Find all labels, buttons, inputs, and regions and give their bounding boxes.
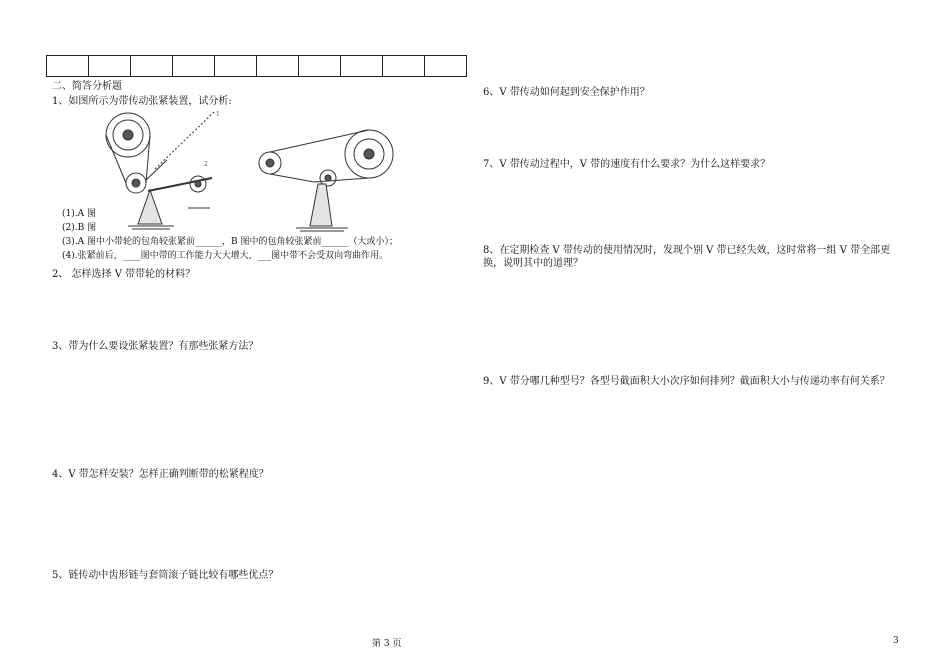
section-title: 二、简答分析题 xyxy=(52,81,122,92)
page-label: 第 3 页 xyxy=(372,639,402,649)
svg-text:2: 2 xyxy=(204,161,208,168)
score-cell[interactable] xyxy=(383,56,425,77)
question-1-sub-4: (4).张紧前后，____图中带的工作能力大大增大，___图中带不会受双向弯曲作用。 xyxy=(62,251,389,261)
score-cell[interactable] xyxy=(425,56,467,77)
score-cell[interactable] xyxy=(257,56,299,77)
question-3: 3、带为什么要设张紧装置？有那些张紧方法？ xyxy=(52,341,259,352)
question-1-sub-3: (3).A 图中小带轮的包角较张紧前______，B 图中的包角较张紧前______（大或小）； xyxy=(62,237,398,247)
question-8: 8、在定期检查 V 带传动的使用情况时，发现个别 V 带已经失效，这时常将一组 V 带全部更换，说明其中的道理？ xyxy=(483,245,891,269)
score-cell[interactable] xyxy=(173,56,215,77)
score-cell[interactable] xyxy=(131,56,173,77)
question-4: 4、V 带怎样安装？怎样正确判断带的松紧程度？ xyxy=(52,469,269,480)
score-cell[interactable] xyxy=(299,56,341,77)
svg-text:1: 1 xyxy=(216,111,220,118)
figure-a-belt-tensioner xyxy=(92,108,244,236)
question-1-sub-1: (1).A 图 xyxy=(62,209,96,219)
score-cell[interactable] xyxy=(47,56,89,77)
score-cell[interactable] xyxy=(215,56,257,77)
score-cell[interactable] xyxy=(89,56,131,77)
score-table xyxy=(46,55,467,77)
question-7: 7、V 带传动过程中，V 带的速度有什么要求？为什么这样要求？ xyxy=(483,159,771,170)
question-2: 2、 怎样选择 V 带带轮的材料？ xyxy=(52,269,196,280)
question-1-sub-2: (2).B 图 xyxy=(62,223,97,233)
question-5: 5、链传动中齿形链与套筒滚子链比较有哪些优点？ xyxy=(52,570,279,581)
page-number: 3 xyxy=(893,636,899,646)
question-9: 9、V 带分哪几种型号？各型号截面积大小次序如何排列？截面积大小与传递功率有何关系？ xyxy=(483,376,890,387)
question-6: 6、V 带传动如何起到安全保护作用？ xyxy=(483,87,650,98)
score-cell[interactable] xyxy=(341,56,383,77)
figure-b-belt-tensioner xyxy=(256,118,406,236)
question-1-stem: 1、如图所示为带传动张紧装置，试分析: xyxy=(52,96,232,107)
